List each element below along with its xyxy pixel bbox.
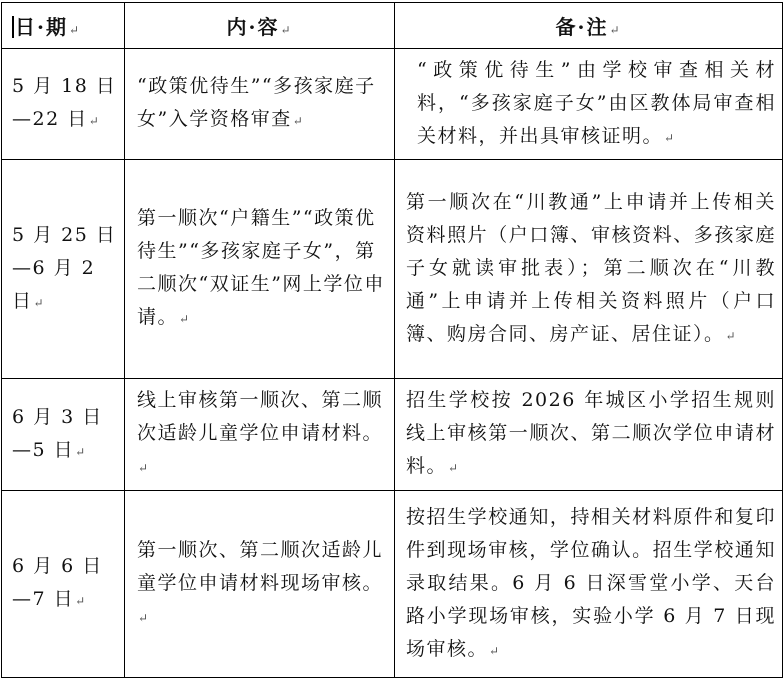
row-date: [2, 491, 125, 678]
row-note-text: 按招生学校通知，持相关材料原件和复印件到现场审核，学位确认。招生学校通知录取结果。6 月 6 日深雪堂小学、天台路小学现场审核，实验小学 6 月 7 日现场审核。: [406, 505, 776, 660]
row-content: [125, 49, 395, 160]
header-note: [395, 3, 783, 49]
row-note: [395, 160, 783, 379]
row-note-text: 第一顺次在“川教通”上申请并上传相关资料照片（户口簿、审核资料、多孩家庭子女就读审批表）；第二顺次在“川教通”上申请并上传相关资料照片（户口簿、购房合同、房产证、居住证）。: [406, 190, 776, 345]
row-date-text: 6 月 3 日—5 日: [12, 405, 103, 461]
row-note: [395, 379, 783, 491]
paragraph-mark-icon: ↵: [448, 461, 460, 475]
row-note: [395, 49, 783, 160]
row-content-text: 第一顺次“户籍生”“政策优待生”“多孩家庭子女”，第二顺次“双证生”网上学位申请。: [137, 207, 385, 328]
table-row: [2, 49, 783, 160]
row-content: [125, 160, 395, 379]
enrollment-schedule-table: [1, 2, 783, 678]
header-date-label: 日·期: [15, 15, 68, 39]
paragraph-mark-icon: ↵: [725, 328, 738, 343]
paragraph-mark-icon: ↵: [489, 643, 501, 658]
paragraph-mark-icon: ↵: [33, 295, 46, 310]
row-content: [125, 491, 395, 678]
paragraph-mark-icon: ↵: [280, 23, 293, 37]
row-date-text: 5 月 18 日—22 日: [12, 75, 117, 130]
header-row: [2, 3, 783, 49]
row-note-text: 招生学校按 2026 年城区小学招生规则线上审核第一顺次、第二顺次学位申请材料。: [406, 389, 776, 477]
table-row: [2, 491, 783, 678]
row-note-text: “政策优待生”由学校审查相关材料，“多孩家庭子女”由区教体局审查相关材料，并出具审核证明。: [417, 58, 776, 147]
row-date-text: 6 月 6 日—7 日: [12, 555, 103, 610]
paragraph-mark-icon: ↵: [138, 610, 150, 625]
row-content: [125, 379, 395, 491]
table-row: [2, 379, 783, 491]
paragraph-mark-icon: ↵: [609, 23, 622, 37]
row-date: [2, 49, 125, 160]
row-content-text: 线上审核第一顺次、第二顺次适龄儿童学位申请材料。: [137, 389, 384, 444]
row-date-text: 5 月 25 日—6 月 2 日: [12, 223, 117, 312]
paragraph-mark-icon: ↵: [75, 594, 87, 608]
header-note-label: 备·注: [555, 15, 609, 39]
table-row: [2, 160, 783, 379]
paragraph-mark-icon: ↵: [138, 461, 150, 475]
text-cursor: [12, 16, 14, 38]
paragraph-mark-icon: ↵: [292, 114, 305, 128]
paragraph-mark-icon: ↵: [88, 114, 101, 128]
header-date: [2, 3, 125, 49]
row-content-text: 第一顺次、第二顺次适龄儿童学位申请材料现场审核。: [137, 538, 384, 594]
row-date: [2, 379, 125, 491]
row-content-text: “政策优待生”“多孩家庭子女”入学资格审查: [137, 75, 376, 130]
row-note: [395, 491, 783, 678]
header-content: [125, 3, 395, 49]
paragraph-mark-icon: ↵: [664, 130, 676, 145]
paragraph-mark-icon: ↵: [68, 23, 82, 37]
header-content-label: 内·容: [226, 15, 280, 39]
paragraph-mark-icon: ↵: [179, 312, 191, 326]
row-date: [2, 160, 125, 379]
paragraph-mark-icon: ↵: [75, 444, 87, 459]
